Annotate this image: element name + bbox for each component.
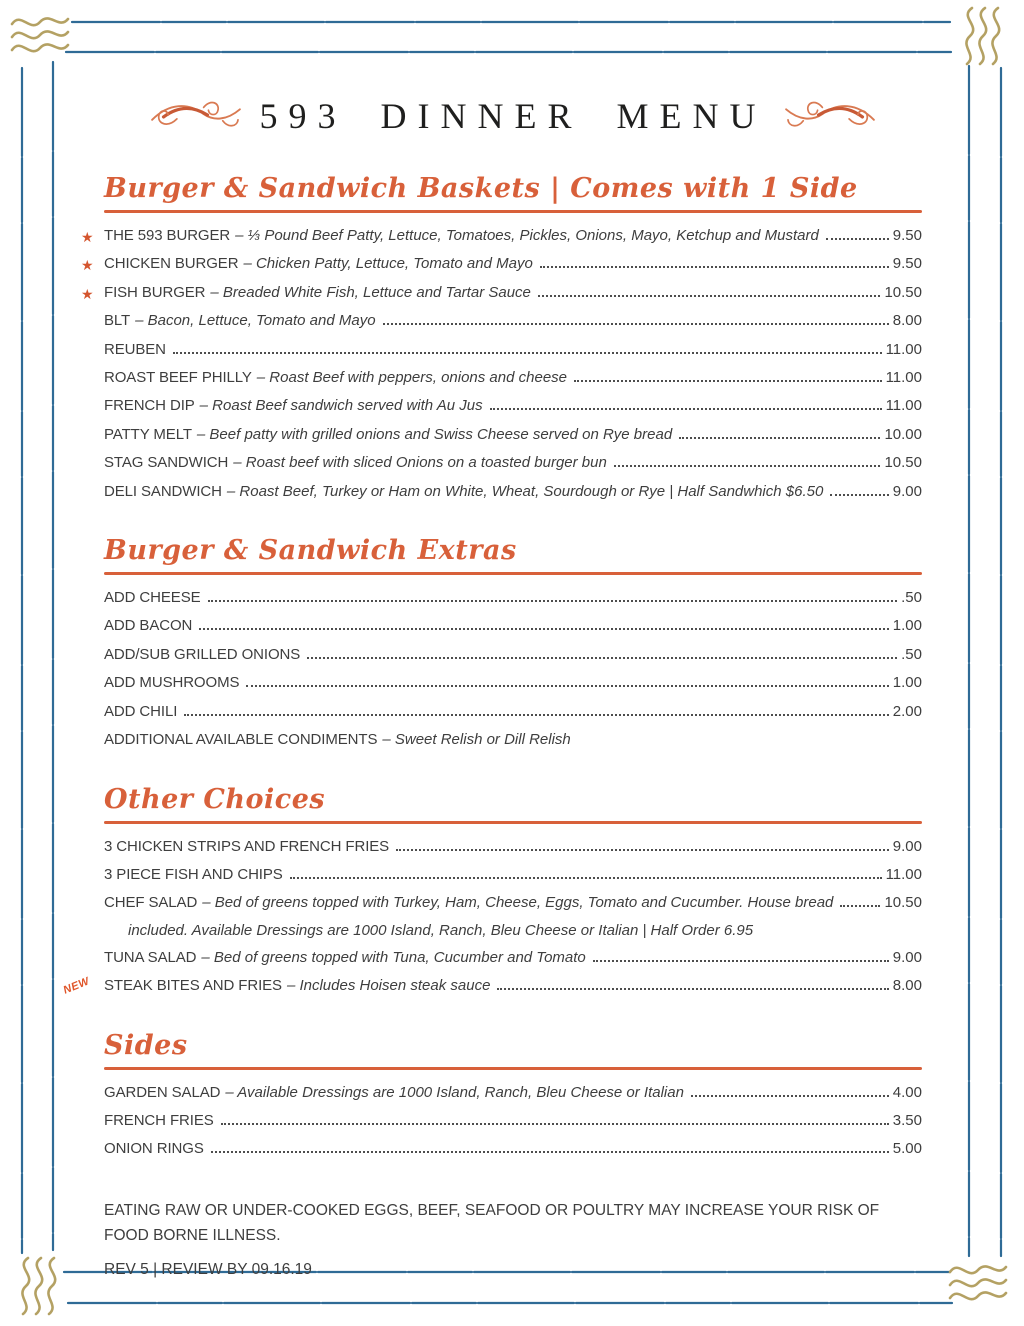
star-icon: ★: [81, 285, 94, 302]
dot-leader: [396, 849, 889, 851]
item-price: 1.00: [892, 617, 922, 635]
dot-leader: [173, 352, 882, 354]
menu-item-line: [104, 612, 922, 640]
menu-item-line: [104, 861, 922, 889]
menu-item-line: [104, 669, 922, 697]
item-name: 3 CHICKEN STRIPS AND FRENCH FRIES: [104, 837, 390, 855]
menu-item: [104, 698, 922, 726]
item-description: – Breaded White Fish, Lettuce and Tartar Sauce: [210, 283, 531, 301]
flourish-left-icon: [148, 95, 244, 137]
menu-section: [104, 535, 922, 754]
menu-item: [104, 336, 922, 364]
item-description: – Chicken Patty, Lettuce, Tomato and Mayo: [243, 255, 533, 273]
menu-sections: [61, 173, 922, 1164]
section-title: Other Choices: [104, 783, 326, 815]
item-description: – Roast beef with sliced Onions on a toasted burger bun: [233, 454, 607, 472]
menu-item: [104, 449, 922, 477]
section-title: Burger & Sandwich Extras: [104, 535, 517, 567]
dot-leader: [679, 437, 880, 439]
menu-item-line: [104, 833, 922, 861]
menu-item: [104, 1107, 922, 1135]
item-name: FISH BURGER: [104, 283, 206, 301]
item-price: 9.50: [892, 255, 922, 273]
item-price: 1.00: [892, 674, 922, 692]
item-price: 4.00: [892, 1083, 922, 1101]
item-name: GARDEN SALAD: [104, 1083, 221, 1101]
item-price: 2.00: [892, 702, 922, 720]
menu-item: [104, 1079, 922, 1107]
item-name: STEAK BITES AND FRIES: [104, 977, 282, 995]
dot-leader: [574, 380, 882, 382]
menu-item: [104, 726, 922, 754]
item-name: TUNA SALAD: [104, 948, 197, 966]
menu-item-line: [104, 584, 922, 612]
dot-leader: [211, 1151, 889, 1153]
menu-item: [81, 250, 922, 278]
item-price: 11.00: [885, 397, 922, 415]
item-name: DELI SANDWICH: [104, 482, 222, 500]
dot-leader: [383, 323, 889, 325]
dot-leader: [830, 494, 888, 496]
item-description: – Bed of greens topped with Turkey, Ham, Cheese, Eggs, Tomato and Cucumber. House bread: [202, 894, 834, 912]
menu-item: [81, 222, 922, 250]
dot-leader: [826, 238, 889, 240]
item-description: – Sweet Relish or Dill Relish: [382, 731, 571, 749]
corner-squiggle-top-right: [966, 8, 999, 64]
item-name: REUBEN: [104, 340, 166, 358]
menu-item: [104, 944, 922, 972]
dot-leader: [490, 408, 882, 410]
item-price: 10.50: [884, 283, 922, 301]
item-description: – Roast Beef with peppers, onions and cheese: [256, 369, 567, 387]
dot-leader: [691, 1095, 889, 1097]
dot-leader: [497, 988, 888, 990]
item-price: 5.00: [892, 1140, 922, 1158]
item-description: – Bacon, Lettuce, Tomato and Mayo: [135, 312, 376, 330]
item-price: 3.50: [892, 1111, 922, 1129]
item-price: 8.00: [892, 977, 922, 995]
menu-item-line: [81, 279, 922, 307]
menu-item: [104, 889, 922, 943]
section-underline: [104, 1067, 922, 1070]
item-price: 11.00: [885, 865, 922, 883]
item-description: – Bed of greens topped with Tuna, Cucumber and Tomato: [201, 948, 586, 966]
item-description: – Includes Hoisen steak sauce: [286, 977, 491, 995]
star-icon: ★: [81, 229, 94, 245]
menu-item-line: [61, 972, 922, 1000]
menu-item: [104, 861, 922, 889]
item-price: 9.00: [892, 948, 922, 966]
item-name: CHEF SALAD: [104, 894, 198, 912]
menu-item-line: [104, 307, 922, 335]
menu-item-line: [104, 1135, 922, 1163]
item-name: 3 PIECE FISH AND CHIPS: [104, 865, 283, 883]
item-name: STAG SANDWICH: [104, 454, 229, 472]
menu-item: [104, 669, 922, 697]
item-price: 10.50: [884, 894, 922, 912]
item-name: ADD/SUB GRILLED ONIONS: [104, 645, 301, 663]
item-name: FRENCH FRIES: [104, 1111, 214, 1129]
dot-leader: [307, 657, 897, 659]
star-icon: ★: [81, 257, 94, 274]
footer: [104, 1198, 922, 1282]
item-name: ROAST BEEF PHILLY: [104, 369, 252, 387]
menu-item: [81, 279, 922, 307]
menu-item-line: [81, 250, 922, 278]
dot-leader: [290, 877, 882, 879]
item-description: – ⅓ Pound Beef Patty, Lettuce, Tomatoes, Pickles, Onions, Mayo, Ketchup and Mustard: [235, 227, 819, 244]
menu-item-line: [104, 1079, 922, 1107]
dot-leader: [840, 905, 880, 907]
item-price: 10.00: [884, 425, 922, 443]
item-name: ADD CHILI: [104, 702, 178, 720]
dot-leader: [199, 628, 889, 630]
section-underline: [104, 821, 922, 824]
item-price: .50: [901, 645, 922, 663]
item-name: PATTY MELT: [104, 425, 192, 443]
item-name: ADDITIONAL AVAILABLE CONDIMENTS: [104, 731, 378, 749]
menu-item-line: [104, 449, 922, 477]
page-title: 593 DINNER MENU: [259, 96, 767, 136]
item-price: 11.00: [885, 340, 922, 358]
menu-item-line: [104, 944, 922, 972]
dot-leader: [246, 685, 888, 687]
item-description: – Roast Beef sandwich served with Au Jus: [199, 397, 483, 415]
menu-item: [61, 972, 922, 1000]
menu-item: [104, 641, 922, 669]
menu-item-line: [104, 726, 922, 754]
item-price: 8.00: [892, 312, 922, 330]
menu-item-line: [104, 478, 922, 506]
item-description-line2: included. Available Dressings are 1000 Island, Ranch, Bleu Cheese or Italian | Half Order 6.95: [128, 921, 754, 939]
dot-leader: [221, 1123, 889, 1125]
corner-squiggle-bottom-left: [22, 1258, 55, 1314]
title-row: [104, 88, 922, 144]
item-name: BLT: [104, 312, 131, 330]
menu-item: [104, 584, 922, 612]
menu-item-line: [104, 698, 922, 726]
corner-squiggle-bottom-right: [950, 1266, 1006, 1299]
item-price: 10.50: [884, 454, 922, 472]
menu-item-line: [104, 336, 922, 364]
flourish-right-icon: [782, 95, 878, 137]
menu-item-line: [104, 641, 922, 669]
menu-item: [104, 392, 922, 420]
item-name: FRENCH DIP: [104, 397, 195, 415]
item-description: – Available Dressings are 1000 Island, Ranch, Bleu Cheese or Italian: [225, 1083, 684, 1101]
menu-item: [104, 1135, 922, 1163]
dot-leader: [208, 600, 898, 602]
item-name: ADD BACON: [104, 617, 193, 635]
section-title: Burger & Sandwich Baskets | Comes with 1 Side: [104, 173, 858, 204]
menu-item: [104, 364, 922, 392]
menu-item-line: [104, 364, 922, 392]
item-price: .50: [901, 589, 922, 607]
food-safety-disclaimer: EATING RAW OR UNDER-COOKED EGGS, BEEF, SEAFOOD OR POULTRY MAY INCREASE YOUR RISK OF FOOD BORNE ILLNESS.: [104, 1201, 880, 1244]
menu-item: [104, 421, 922, 449]
menu-item-line: [104, 1107, 922, 1135]
dot-leader: [538, 295, 881, 297]
menu-item-line: [104, 392, 922, 420]
item-name: ADD MUSHROOMS: [104, 674, 240, 692]
menu-item: [104, 833, 922, 861]
menu-item-line: [81, 222, 922, 250]
revision-note: REV 5 | REVIEW BY 09.16.19: [104, 1260, 312, 1278]
menu-item: [104, 612, 922, 640]
item-name: ONION RINGS: [104, 1140, 204, 1158]
menu-item-line: [104, 889, 922, 917]
dot-leader: [540, 266, 889, 268]
corner-squiggle-top-left: [12, 18, 68, 51]
item-price: 11.00: [885, 369, 922, 387]
item-name: THE 593 BURGER: [104, 227, 231, 244]
dot-leader: [184, 714, 889, 716]
menu-item-line: [104, 421, 922, 449]
menu-section: [81, 173, 922, 506]
item-name: CHICKEN BURGER: [104, 255, 239, 273]
new-badge: NEW: [61, 975, 92, 997]
section-underline: [104, 210, 922, 213]
item-price: 9.50: [892, 227, 922, 244]
menu-item: [104, 307, 922, 335]
item-description: – Roast Beef, Turkey or Ham on White, Wheat, Sourdough or Rye | Half Sandwhich $6.50: [226, 482, 824, 500]
item-description: – Beef patty with grilled onions and Swiss Cheese served on Rye bread: [196, 425, 673, 443]
item-name: ADD CHEESE: [104, 589, 201, 607]
dot-leader: [593, 960, 889, 962]
section-underline: [104, 572, 922, 575]
section-title: Sides: [104, 1029, 188, 1061]
menu-item: [104, 478, 922, 506]
item-price: 9.00: [892, 482, 922, 500]
menu-section: [61, 783, 922, 1001]
menu-section: [104, 1030, 922, 1164]
item-price: 9.00: [892, 837, 922, 855]
dot-leader: [614, 465, 881, 467]
menu-page: [61, 0, 922, 1282]
